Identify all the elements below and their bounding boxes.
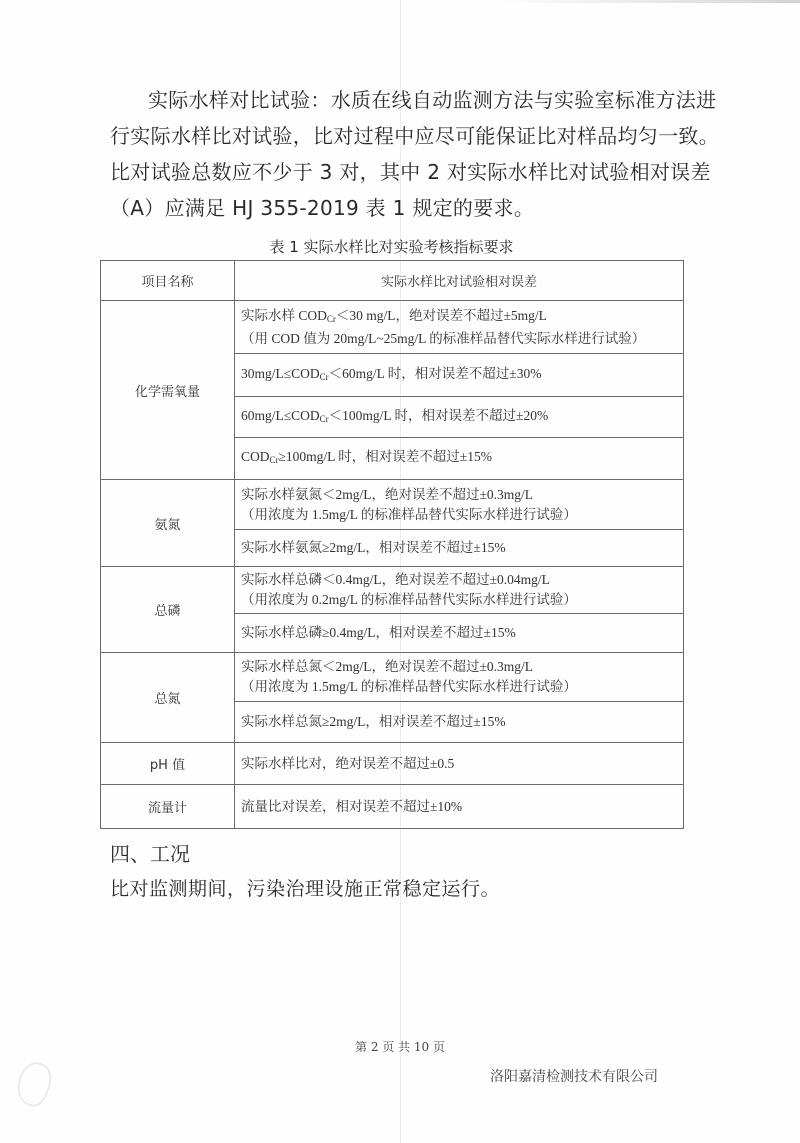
- requirement-cell: [235, 438, 684, 480]
- req-text: 30mg/L≤COD: [241, 365, 320, 381]
- req-note: （用浓度为 1.5mg/L 的标准样品替代实际水样进行试验）: [241, 506, 577, 522]
- requirement-cell: [235, 653, 684, 702]
- intro-line-2: 行实际水样比对试验，比对过程中应尽可能保证比对样品均匀一致。: [110, 124, 719, 148]
- table-row: [101, 480, 684, 530]
- table-row: [101, 301, 684, 354]
- req-text: 实际水样总磷≥0.4mg/L，相对误差不超过±15%: [241, 625, 516, 640]
- req-text: 实际水样比对，绝对误差不超过±0.5: [241, 755, 455, 771]
- requirement-cell: [235, 743, 684, 785]
- subscript-cr: Cr: [269, 455, 279, 465]
- req-text: ＜100mg/L 时，相对误差不超过±20%: [328, 407, 549, 423]
- intro-paragraph: [110, 82, 719, 226]
- header-item-name: 项目名称: [101, 261, 235, 301]
- table-header-row: [101, 261, 684, 301]
- page-number: 第 2 页 共 10 页: [355, 1040, 445, 1054]
- req-text: 实际水样总氮＜2mg/L，绝对误差不超过±0.3mg/L: [241, 659, 534, 674]
- req-text: 实际水样 COD: [241, 307, 327, 323]
- requirement-cell: [235, 354, 684, 397]
- requirement-cell: [235, 530, 684, 567]
- req-text: 60mg/L≤COD: [241, 407, 320, 423]
- intro-line-1: 实际水样对比试验：水质在线自动监测方法与实验室标准方法进: [148, 88, 717, 112]
- item-name-ph: pH 值: [101, 743, 235, 785]
- item-name-total-phosphorus: 总磷: [101, 567, 235, 653]
- requirements-table: [100, 260, 684, 829]
- subscript-cr: Cr: [319, 371, 329, 382]
- req-text: 实际水样总氮≥2mg/L，相对误差不超过±15%: [241, 714, 506, 729]
- requirement-cell: [235, 397, 684, 438]
- req-text: ＜30 mg/L，绝对误差不超过±5mg/L: [335, 307, 547, 323]
- req-note: （用浓度为 0.2mg/L 的标准样品替代实际水样进行试验）: [241, 592, 577, 607]
- intro-line-3: 比对试验总数应不少于 3 对，其中 2 对实际水样比对试验相对误差: [110, 160, 711, 184]
- header-relative-error: 实际水样比对试验相对误差: [235, 261, 684, 301]
- item-name-ammonia-nitrogen: 氨氮: [101, 480, 235, 567]
- item-name-flow-meter: 流量计: [101, 785, 235, 829]
- table-row: [101, 743, 684, 785]
- req-note: （用 COD 值为 20mg/L~25mg/L 的标准样品替代实际水样进行试验）: [241, 330, 646, 346]
- req-text: ＜60mg/L 时，相对误差不超过±30%: [328, 365, 542, 381]
- table-row: [101, 653, 684, 702]
- item-name-cod: 化学需氧量: [101, 301, 235, 480]
- section-heading: 四、工况: [110, 842, 190, 866]
- requirement-cell: [235, 301, 684, 354]
- req-text: 实际水样氨氮＜2mg/L，绝对误差不超过±0.3mg/L: [241, 486, 534, 502]
- intro-line-4: （A）应满足 HJ 355-2019 表 1 规定的要求。: [110, 196, 535, 220]
- company-name: 洛阳嘉清检测技术有限公司: [490, 1069, 658, 1085]
- req-note: （用浓度为 1.5mg/L 的标准样品替代实际水样进行试验）: [241, 679, 577, 694]
- requirement-cell: [235, 614, 684, 653]
- section-body: 比对监测期间，污染治理设施正常稳定运行。: [110, 878, 501, 900]
- requirement-cell: [235, 785, 684, 829]
- subscript-cr: Cr: [326, 313, 336, 324]
- req-text: COD: [241, 449, 270, 464]
- requirement-cell: [235, 480, 684, 530]
- scan-edge-shadow: [500, 0, 800, 3]
- req-text: ≥100mg/L 时，相对误差不超过±15%: [278, 449, 492, 464]
- subscript-cr: Cr: [319, 413, 329, 424]
- req-text: 实际水样氨氮≥2mg/L，相对误差不超过±15%: [241, 540, 506, 555]
- faint-stamp-mark: [11, 1058, 56, 1110]
- requirement-cell: [235, 567, 684, 614]
- requirement-cell: [235, 702, 684, 743]
- item-name-total-nitrogen: 总氮: [101, 653, 235, 743]
- table-row: [101, 567, 684, 614]
- req-text: 实际水样总磷＜0.4mg/L，绝对误差不超过±0.04mg/L: [241, 572, 550, 587]
- table-row: [101, 785, 684, 829]
- req-text: 流量比对误差，相对误差不超过±10%: [241, 798, 463, 814]
- table-caption: 表 1 实际水样比对实验考核指标要求: [269, 238, 514, 256]
